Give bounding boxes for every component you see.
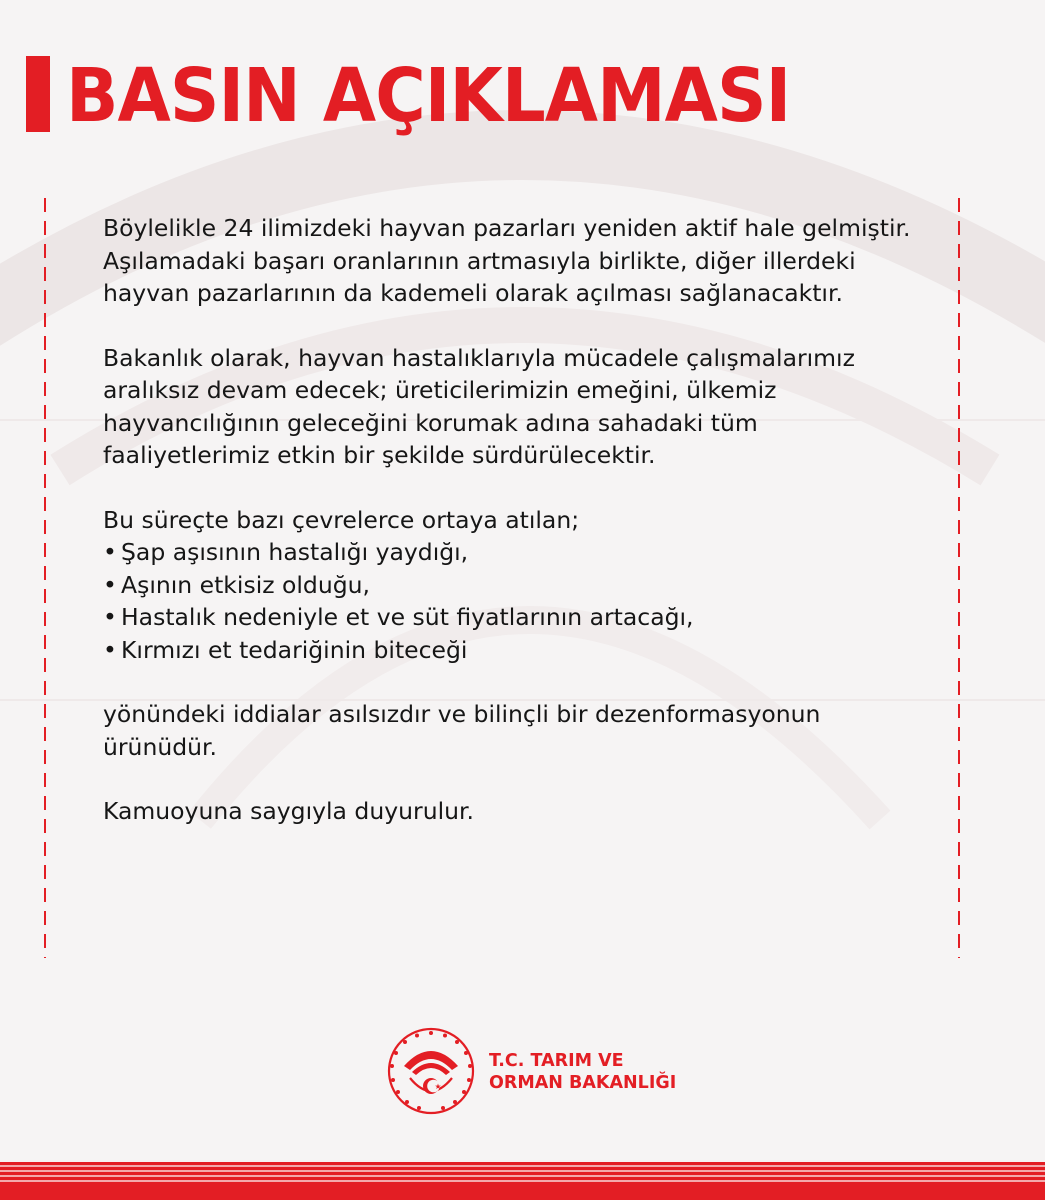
list-item (103, 601, 933, 634)
paragraph-conclusion (103, 698, 933, 763)
ministry-emblem-icon (386, 1026, 476, 1116)
bullet-icon: • (103, 570, 117, 599)
page-title: BASIN AÇIKLAMASI (66, 53, 791, 139)
bullet-icon: • (103, 538, 117, 566)
bullet-icon: • (103, 635, 117, 664)
bullet-icon: • (103, 603, 117, 631)
text-line: Kamuoyuna saygıyla duyurulur. (103, 797, 474, 825)
title-accent-bar (26, 56, 50, 132)
organization-name-line-2: ORMAN BAKANLIĞI (489, 1073, 677, 1093)
statement-body (103, 212, 933, 860)
text-line: aralıksız devam edecek; üreticilerimizin emeğini, ülkemiz (103, 376, 777, 404)
list-item (103, 634, 933, 667)
text-line: Aşılamadaki başarı oranlarının artmasıyla birlikte, diğer illerdeki (103, 246, 856, 275)
closing-statement (103, 795, 933, 828)
list-item (103, 569, 933, 602)
bottom-decorative-band (0, 1162, 1045, 1200)
text-line: Bakanlık olarak, hayvan hastalıklarıyla mücadele çalışmalarımız (103, 343, 855, 372)
paragraph-ministry-commitment (103, 342, 933, 472)
list-item-text: Hastalık nedeniyle et ve süt fiyatlarının artacağı, (121, 603, 694, 631)
bottom-band-solid (0, 1184, 1045, 1200)
text-line: yönündeki iddialar asılsızdır ve bilinçli bir dezenformasyonun (103, 700, 821, 728)
text-line: hayvan pazarlarının da kademeli olarak açılması sağlanacaktır. (103, 279, 843, 307)
text-line: faaliyetlerimiz etkin bir şekilde sürdürülecektir. (103, 441, 656, 469)
list-item-text: Aşının etkisiz olduğu, (121, 570, 371, 599)
text-line: hayvancılığının geleceğini korumak adına sahadaki tüm (103, 408, 758, 437)
text-line: ürünüdür. (103, 732, 218, 761)
text-line: Böylelikle 24 ilimizdeki hayvan pazarları yeniden aktif hale gelmiştir. (103, 214, 911, 242)
list-item-text: Kırmızı et tedariğinin biteceği (121, 635, 468, 664)
claims-list (103, 504, 933, 667)
list-item-text: Şap aşısının hastalığı yaydığı, (121, 538, 469, 566)
organization-name-line-1: T.C. TARIM VE (489, 1051, 624, 1071)
paragraph-market-reopening (103, 212, 933, 310)
organization-name (489, 1050, 676, 1094)
claims-intro: Bu süreçte bazı çevrelerce ortaya atılan; (103, 505, 580, 534)
list-item (103, 536, 933, 569)
